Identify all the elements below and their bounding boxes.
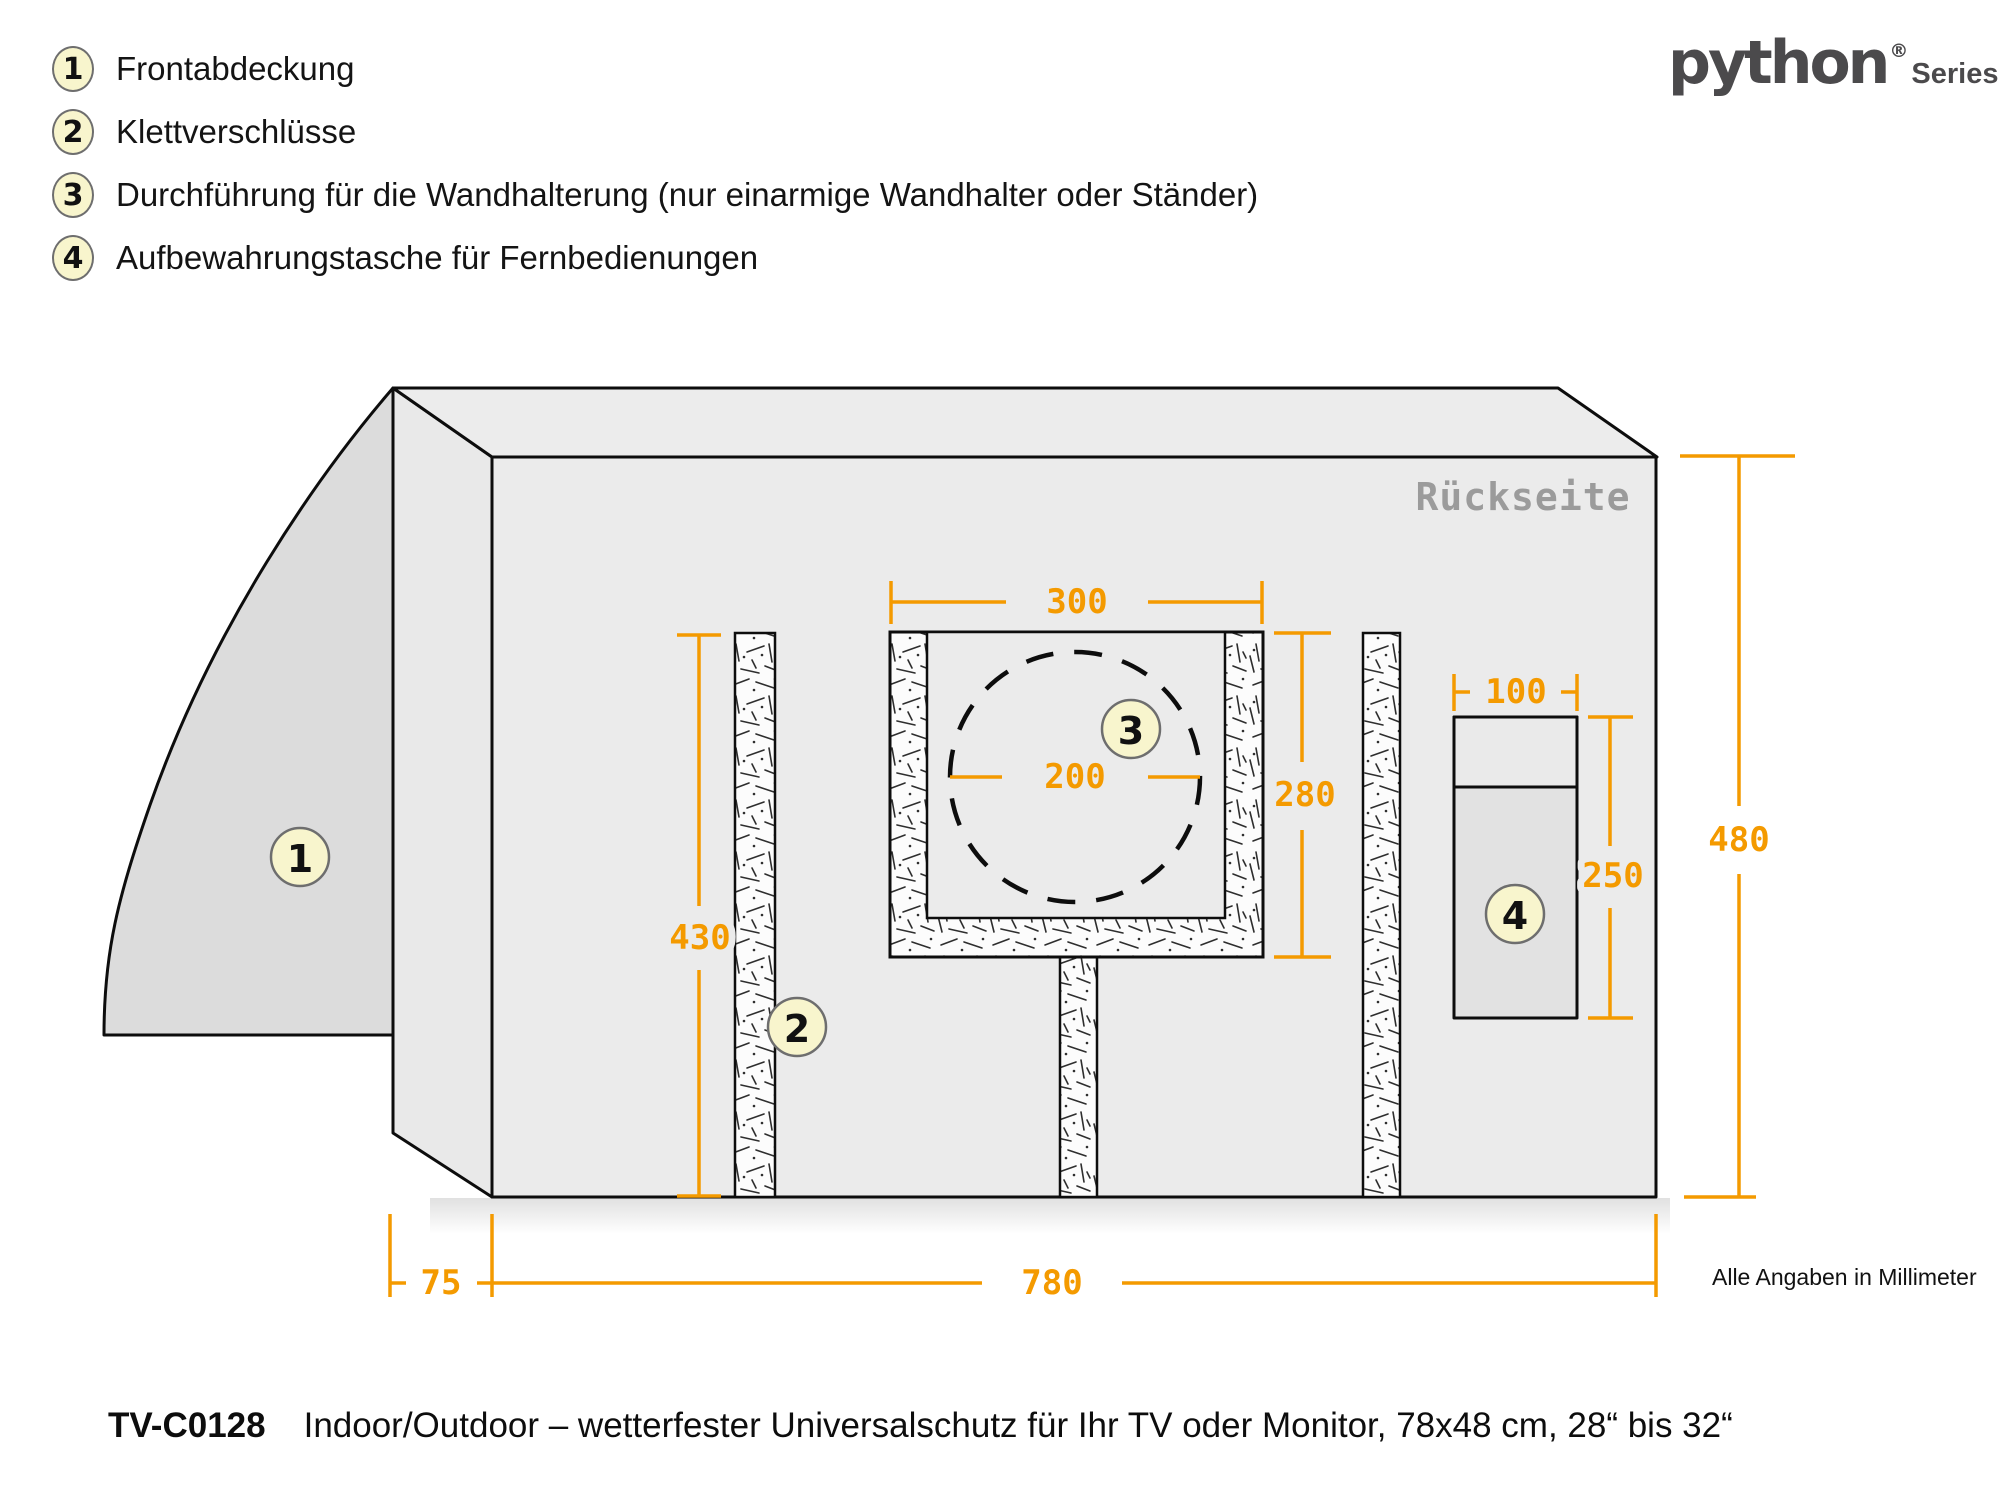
part-badge-4 — [1486, 885, 1544, 943]
dimension-label-430: 430 — [669, 918, 731, 958]
top-face — [393, 388, 1657, 457]
part-badge-3-num: 3 — [1117, 709, 1145, 753]
dimension-label-780: 780 — [1021, 1263, 1083, 1303]
part-badge-1-num: 1 — [286, 837, 314, 881]
brand-series: Series — [1911, 58, 1999, 90]
product-model: TV-C0128 — [108, 1406, 266, 1445]
registered-mark: ® — [1889, 40, 1909, 62]
dimension-label-480: 480 — [1708, 820, 1770, 860]
legend-badge-1: 1 — [52, 46, 94, 92]
legend-badge-2: 2 — [52, 109, 94, 155]
legend-badge-4: 4 — [52, 235, 94, 281]
back-side-label: Rückseite — [1415, 475, 1631, 519]
part-badge-2 — [768, 998, 826, 1056]
part-badge-4-num: 4 — [1501, 894, 1529, 938]
velcro-strip-right — [1363, 633, 1400, 1197]
dimension-label-250: 250 — [1582, 856, 1644, 896]
legend-label-4: Aufbewahrungstasche für Fernbedienungen — [116, 239, 759, 276]
dimension-label-300: 300 — [1046, 582, 1108, 622]
velcro-strip-center-stem — [1060, 957, 1097, 1197]
brand-name: python — [1668, 28, 1888, 98]
legend-badge-3: 3 — [52, 172, 94, 218]
dimension-total-height — [1680, 456, 1795, 1197]
units-note: Alle Angaben in Millimeter — [1712, 1264, 1977, 1290]
dimension-label-200: 200 — [1044, 757, 1106, 797]
dimension-label-280: 280 — [1274, 775, 1336, 815]
legend-label-1: Frontabdeckung — [116, 50, 355, 87]
velcro-strip-left — [735, 633, 775, 1197]
part-badge-2-num: 2 — [783, 1007, 811, 1051]
drop-shadow — [430, 1198, 1670, 1234]
remote-pocket-flap — [1454, 717, 1577, 787]
dimension-label-100: 100 — [1485, 672, 1547, 712]
part-badge-3 — [1102, 700, 1160, 758]
dimension-label-75: 75 — [420, 1263, 462, 1303]
product-title — [108, 1406, 1733, 1446]
part-badge-1 — [271, 828, 329, 886]
legend-label-3: Durchführung für die Wandhalterung (nur einarmige Wandhalter oder Ständer) — [116, 176, 1259, 213]
product-description: Indoor/Outdoor – wetterfester Universalschutz für Ihr TV oder Monitor, 78x48 cm, 28“ bis 32“ — [303, 1406, 1733, 1445]
side-panel — [393, 388, 492, 1197]
legend-label-2: Klettverschlüsse — [116, 113, 357, 150]
front-cover-flap — [104, 388, 393, 1035]
